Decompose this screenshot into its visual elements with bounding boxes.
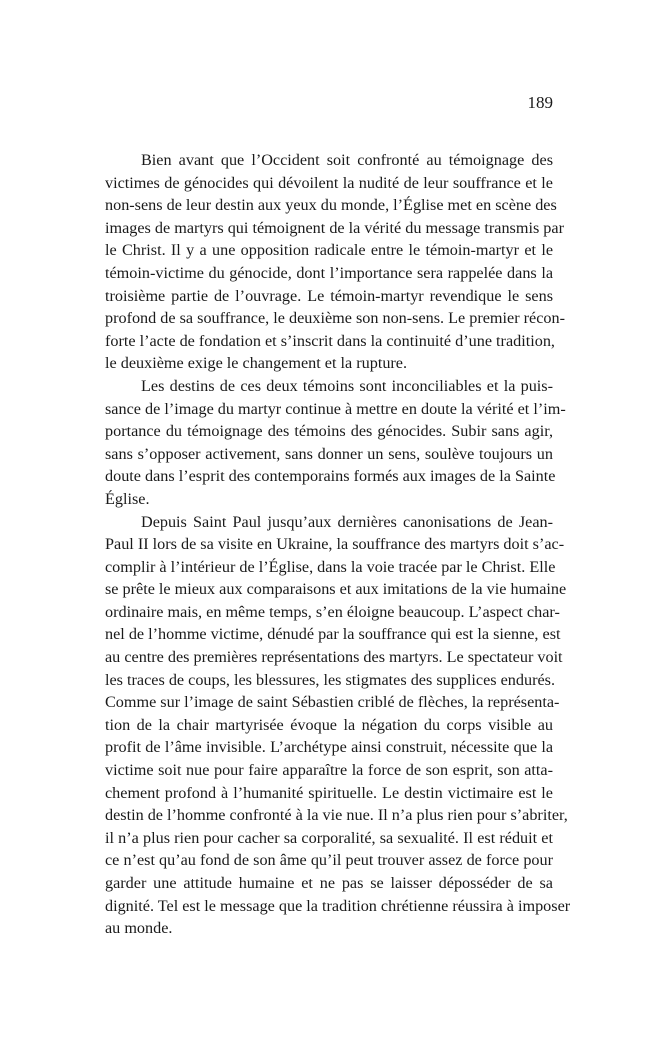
text-line: se prête le mieux aux comparaisons et aux imitations de la vie humaine (105, 580, 567, 599)
paragraph (105, 511, 571, 940)
text-line: profit de l’âme invisible. L’archétype ainsi construit, nécessite que la (105, 738, 553, 757)
text-line: images de martyrs qui témoignent de la vérité du message transmis par (105, 218, 564, 237)
text-line: ce n’est qu’au fond de son âme qu’il peut trouver assez de force pour (105, 851, 553, 870)
text-line: complir à l’intérieur de l’Église, dans la voie tracée par le Christ. Elle (105, 557, 556, 576)
text-line: nel de l’homme victime, dénudé par la souffrance qui est la sienne, est (105, 625, 561, 644)
paragraph (105, 149, 565, 375)
text-line: le deuxième exige le changement et la rupture. (105, 354, 408, 373)
page-number: 189 (527, 93, 553, 112)
text-line: portance du témoignage des témoins des génocides. Subir sans agir, (105, 422, 553, 441)
text-line: sance de l’image du martyr continue à mettre en doute la vérité et l’im- (105, 399, 566, 418)
text-line: chement profond à l’humanité spirituelle. Le destin victimaire est le (105, 783, 553, 802)
text-line: sans s’opposer activement, sans donner un sens, soulève toujours un (105, 444, 553, 463)
text-line: Les destins de ces deux témoins sont inconciliables et la puis- (141, 376, 553, 395)
text-line: il n’a plus rien pour cacher sa corporalité, sa sexualité. Il est réduit et (105, 828, 553, 847)
text-line: forte l’acte de fondation et s’inscrit dans la continuité d’une tradition, (105, 331, 555, 350)
text-line: garder une attitude humaine et ne pas se laisser déposséder de sa (105, 874, 553, 892)
text-line: Église. (105, 489, 150, 508)
paragraph (105, 375, 566, 511)
text-line: victimes de génocides qui dévoilent la nudité de leur souffrance et le (105, 173, 553, 192)
text-line: destin de l’homme confronté à la vie nue. Il n’a plus rien pour s’abriter, (105, 806, 568, 825)
body-text (105, 149, 571, 940)
text-line: doute dans l’esprit des contemporains formés aux images de la Sainte (105, 467, 556, 486)
text-line: dignité. Tel est le message que la tradition chrétienne réussira à imposer (105, 896, 571, 915)
text-line: tion de la chair martyrisée évoque la négation du corps visible au (105, 715, 553, 734)
text-line: Depuis Saint Paul jusqu’aux dernières canonisations de Jean- (141, 512, 553, 531)
text-line: Paul II lors de sa visite en Ukraine, la souffrance des martyrs doit s’ac- (105, 535, 565, 554)
text-line: le Christ. Il y a une opposition radicale entre le témoin-martyr et le (105, 241, 553, 260)
text-line: les traces de coups, les blessures, les stigmates des supplices endurés. (105, 670, 555, 689)
text-line: troisième partie de l’ouvrage. Le témoin-martyr revendique le sens (105, 286, 553, 305)
text-line: au monde. (105, 919, 173, 938)
text-line: profond de sa souffrance, le deuxième son non-sens. Le premier récon- (105, 309, 565, 328)
text-line: Bien avant que l’Occident soit confronté au témoignage des (141, 151, 553, 169)
text-line: Comme sur l’image de saint Sébastien criblé de flèches, la représenta- (105, 693, 560, 712)
text-line: non-sens de leur destin aux yeux du monde, l’Église met en scène des (105, 196, 557, 215)
text-line: victime soit nue pour faire apparaître la force de son esprit, son atta- (105, 761, 553, 780)
text-line: témoin-victime du génocide, dont l’importance sera rappelée dans la (105, 263, 553, 282)
text-line: au centre des premières représentations des martyrs. Le spectateur voit (105, 648, 563, 667)
text-line: ordinaire mais, en même temps, s’en éloigne beaucoup. L’aspect char- (105, 602, 560, 621)
